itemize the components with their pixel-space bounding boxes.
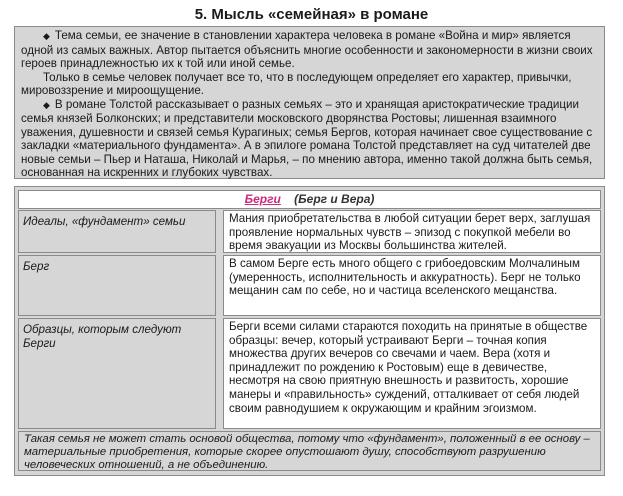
row-text: В самом Берге есть много общего с грибоедовским Молчалиным (умеренность, исполнительность и аккуратность). Берг не только мещанин сам по себе, но и частица вселенского мещанства. bbox=[223, 255, 601, 316]
row-label: Берг bbox=[18, 255, 216, 316]
table-row bbox=[18, 318, 601, 429]
bergs-table bbox=[14, 186, 605, 476]
intro-box bbox=[14, 26, 605, 179]
diamond-bullet-icon: ◆ bbox=[43, 99, 50, 110]
page-title: 5. Мысль «семейная» в романе bbox=[194, 6, 429, 23]
table-header bbox=[18, 190, 601, 209]
table-row bbox=[18, 210, 601, 253]
family-members: (Берг и Вера) bbox=[294, 192, 375, 206]
row-label: Идеалы, «фундамент» семьи bbox=[18, 210, 216, 253]
row-text: Мания приобретательства в любой ситуации берет верх, заглушая проявление нормальных чувств – эпизод с покупкой мебели во время эвакуации из Москвы большинства жителей. bbox=[223, 210, 601, 253]
table-row bbox=[18, 255, 601, 316]
family-name: Берги bbox=[244, 192, 281, 206]
diamond-bullet-icon: ◆ bbox=[43, 31, 50, 41]
row-label: Образцы, которым следуют Берги bbox=[18, 318, 216, 429]
intro-paragraph-2: Только в семье человек получает все то, что в последующем определяет его характер, привычки, мировоззрение и мироощущение. bbox=[21, 70, 572, 97]
intro-paragraph-1: ◆ Тема семьи, ее значение в становлении характера человека в романе «Война и мир» является одной из самых важных. Автор пытается объяснить многие особенности и закономерности в жизни своих героев принадлежностью их к той или иной семье. bbox=[21, 29, 593, 70]
row-text: Берги всеми силами стараются походить на принятые в обществе образцы: вечер, который устраивают Берги – точная копия множества других вечеров со свечами и чаем. Вера (хотя и принадлежит по рождению к Ростовым) еще в девичестве, несмотря на свою приятную внешность и развитость, хорошие манеры и «правильность» суждений, отталкивает от себя людей своим равнодушием к окружающим и крайним эгоизмом. bbox=[223, 318, 601, 429]
table-conclusion: Такая семья не может стать основой общества, потому что «фундамент», положенный в ее основу – материальные приобретения, которые скорее опустошают душу, способствуют разрушению человеческих отношений, а не объединению. bbox=[18, 431, 601, 471]
intro-paragraph-3: ◆ В романе Толстой рассказывает о разных семьях – это и хранящая аристократические традиции семья князей Болконских; и представители московского дворянства Ростовы; лишенная взаимного уважения, душевности и связей семья Курагиных; семья Бергов, которая начинает свое существование с закладки «материального фундамента». А в эпилоге романа Толстой представляет на суд читателей две новые семьи – Пьер и Наташа, Николай и Марья, – по мнению автора, именно такой должна быть семья, основанная на искренних и глубоких чувствах. bbox=[21, 97, 593, 179]
